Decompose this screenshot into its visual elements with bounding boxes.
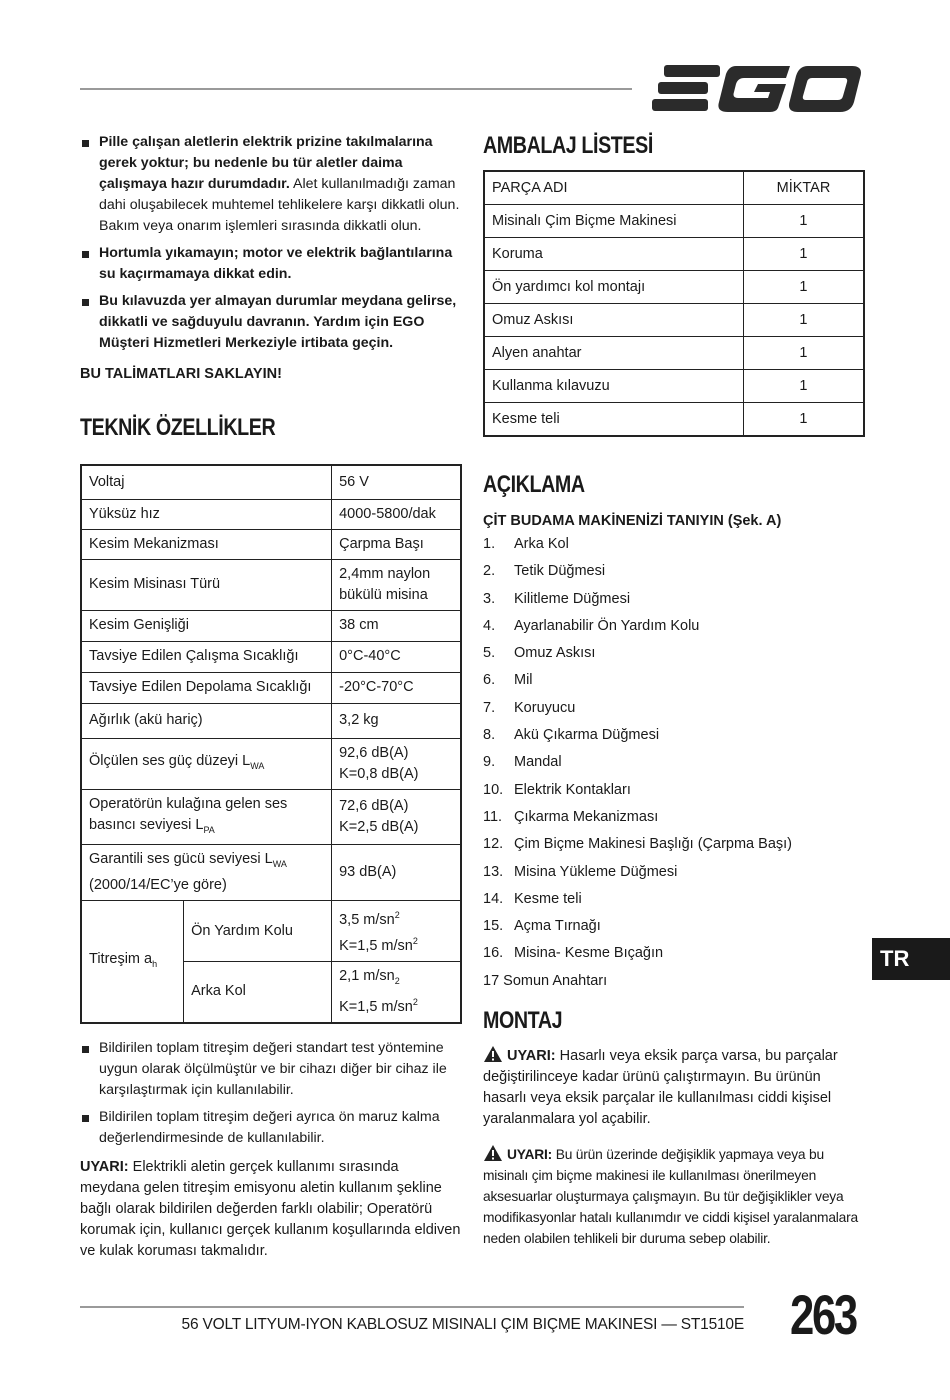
- list-item: 4. Ayarlanabilir Ön Yardım Kolu: [483, 617, 700, 634]
- page-number: 263: [790, 1283, 856, 1346]
- footer-rule: [80, 1306, 744, 1308]
- table-row: Ölçülen ses güç düzeyi $L_{WA}$ 92,6 dB(A) K=0,8 dB(A): [81, 738, 461, 789]
- table-row: Tavsiye Edilen Depolama Sıcaklığı -20°C-70°C: [81, 672, 461, 703]
- packing-title: AMBALAJ LİSTESİ: [483, 132, 653, 159]
- list-item: 5. Omuz Askısı: [483, 645, 596, 662]
- specs-table: [80, 464, 462, 1024]
- table-row: Kesim Genişliği 38 cm: [81, 610, 461, 641]
- table-row: Kesme teli 1: [484, 403, 864, 437]
- vibration-notes: [80, 1038, 462, 1149]
- description-title: AÇIKLAMA: [483, 471, 585, 498]
- table-row: Alyen anahtar 1: [484, 337, 864, 370]
- table-row: Koruma 1: [484, 238, 864, 271]
- list-item: 9. Mandal: [483, 754, 562, 771]
- list-item: Bildirilen toplam titreşim değeri standart test yöntemine uygun olarak ölçülmüştür ve bir cihazı diğer bir cihaz ile karşılaştırmak için kullanılabilir.: [80, 1038, 462, 1101]
- list-item: 12. Çim Biçme Makinesi Başlığı (Çarpma Başı): [483, 836, 792, 853]
- table-header-row: PARÇA ADI MİKTAR: [484, 171, 864, 205]
- list-item: Pille çalışan aletlerin elektrik prizine takılmalarına gerek yoktur; bu nedenle bu tür aletler daima çalışmaya hazır durumdadır. Alet kullanılmadığı zaman dahi oluşabilecek muhtemel tehlikelere karşı dikkatli olun. Bakım veya onarım işlemleri sırasında dikkatli olun.: [80, 132, 462, 237]
- list-item: 13. Misina Yükleme Düğmesi: [483, 863, 678, 880]
- table-row: Ağırlık (akü hariç) 3,2 kg: [81, 703, 461, 738]
- list-item: 10. Elektrik Kontakları: [483, 781, 631, 798]
- specs-title: TEKNİK ÖZELLİKLER: [80, 414, 276, 441]
- right-column: [483, 132, 865, 1249]
- header-rule: [80, 88, 632, 90]
- table-row: Voltaj 56 V: [81, 465, 461, 499]
- table-row: Kesim Misinası Türü 2,4mm naylon bükülü misina: [81, 559, 461, 610]
- packing-table: [483, 170, 865, 437]
- list-item: 1. Arka Kol: [483, 536, 569, 552]
- table-row: Misinalı Çim Biçme Makinesi 1: [484, 205, 864, 238]
- table-row: Titreşim $a_h$ Ön Yardım Kolu 3,5 $m/sn^2$ K=1,5 $m/sn^2$: [81, 901, 461, 962]
- language-tab: TR: [872, 938, 950, 980]
- warning-icon: [483, 1144, 503, 1162]
- vibration-warning: UYARI: Elektrikli aletin gerçek kullanımı sırasında meydana gelen titreşim emisyonu aletin kullanım şekline bağlı olarak bildirilen değerden farklı olabilir; Operatörü korumak için, kullanıcı gerçek kullanım koşullarında eldiven ve kulak koruması takmalıdır.: [80, 1158, 461, 1259]
- list-item: 17 Somun Anahtarı: [483, 972, 608, 989]
- list-item: 14. Kesme teli: [483, 890, 582, 907]
- safety-bullets: [80, 132, 462, 354]
- list-item: 3. Kilitleme Düğmesi: [483, 590, 631, 607]
- table-row: Yüksüz hız 4000-5800/dak: [81, 499, 461, 529]
- svg-text:EGO: EGO: [650, 62, 653, 63]
- list-item: 6. Mil: [483, 672, 533, 689]
- assembly-warning-2: UYARI: Bu ürün üzerinde değişiklik yapmaya veya bu misinalı çim biçme makinesi ile kullanılması önerilmeyen aksesuarlar oluşturmaya çalışmayın. Bu tür değişiklikler veya modifikasyonlar hatalı kullanımdır ve ciddi kişisel yaralanmalara neden olabilen tehlikeli bir duruma sebep olabilir.: [483, 1144, 865, 1249]
- assembly-title: MONTAJ: [483, 1007, 563, 1035]
- table-row: Tavsiye Edilen Çalışma Sıcaklığı 0°C-40°C: [81, 641, 461, 672]
- description-subtitle: ÇİT BUDAMA MAKİNENİZİ TANIYIN (Şek. A): [483, 513, 782, 529]
- table-row: Kullanma kılavuzu 1: [484, 370, 864, 403]
- table-row: Operatörün kulağına gelen ses basıncı seviyesi $L_{PA}$ 72,6 dB(A) K=2,5 dB(A): [81, 789, 461, 845]
- list-item: Bu kılavuzda yer almayan durumlar meydana gelirse, dikkatli ve sağduyulu davranın. Yardım için EGO Müşteri Hizmetleri Merkeziyle irtibata geçin.: [80, 291, 462, 354]
- list-item: 7. Koruyucu: [483, 699, 576, 716]
- table-row: Omuz Askısı 1: [484, 304, 864, 337]
- list-item: 16. Misina- Kesme Bıçağın: [483, 945, 664, 962]
- save-instructions: BU TALİMATLARI SAKLAYIN!: [80, 366, 282, 382]
- table-row: Ön yardımcı kol montajı 1: [484, 271, 864, 304]
- list-item: Bildirilen toplam titreşim değeri ayrıca ön maruz kalma değerlendirmesinde de kullanılabilir.: [80, 1107, 462, 1149]
- list-item: Hortumla yıkamayın; motor ve elektrik bağlantılarına su kaçırmamaya dikkat edin.: [80, 243, 462, 285]
- list-item: 2. Tetik Düğmesi: [483, 563, 606, 580]
- footer-title: 56 VOLT LITYUM-IYON KABLOSUZ MISINALI ÇIM BIÇME MAKINESI — ST1510E: [181, 1316, 744, 1333]
- table-row: Arka Kol 2,1 $m/sn_2$ K=1,5 $m/sn^2$: [81, 961, 461, 1022]
- list-item: 15. Açma Tırnağı: [483, 918, 601, 935]
- ego-logo: [650, 62, 862, 114]
- assembly-warning-1: UYARI: Hasarlı veya eksik parça varsa, bu parçalar değiştirilinceye kadar ürünü çalıştırmayın. Bu ürünün hasarlı veya eksik parçalar ile kullanılması ciddi kişisel yaralanmalara yol açabilir.: [483, 1045, 865, 1130]
- table-row: Kesim Mekanizması Çarpma Başı: [81, 529, 461, 559]
- list-item: 8. Akü Çıkarma Düğmesi: [483, 727, 660, 744]
- warning-icon: [483, 1045, 503, 1063]
- parts-list: [483, 531, 865, 995]
- list-item: 11. Çıkarma Mekanizması: [483, 808, 659, 825]
- table-row: Garantili ses gücü seviyesi $L_{WA}$ (2000/14/EC’ye göre) 93 dB(A): [81, 845, 461, 901]
- left-column: [80, 132, 462, 1262]
